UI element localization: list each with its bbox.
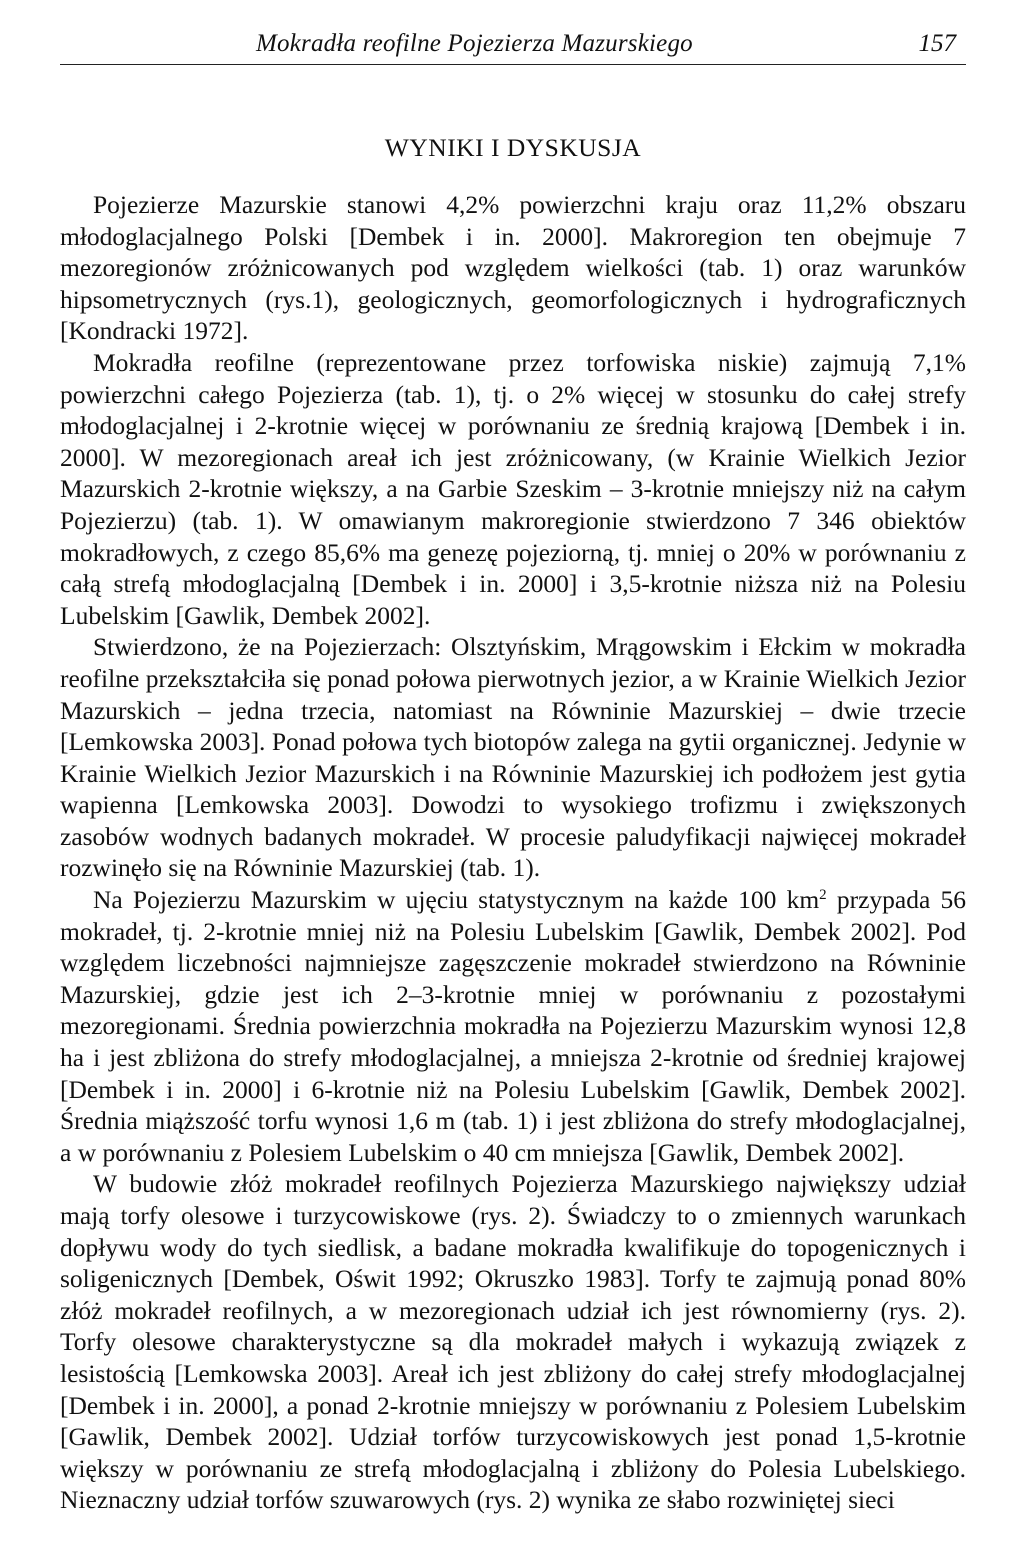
paragraph: Stwierdzono, że na Pojezierzach: Olsztyńskim, Mrągowskim i Ełckim w mokradła reofilne przekształciła się ponad połowa pierwotnych jezior, a w Krainie Wielkich Jezior Mazurskich – jedna trzecia, natomiast na Równinie Mazurskiej – dwie trzecie [Lemkowska 2003]. Ponad połowa tych biotopów zalega na gytii organicznej. Jedynie w Krainie Wielkich Jezior Mazurskich i na Równinie Mazurskiej ich podłożem jest gytia wapienna [Lemkowska 2003]. Dowodzi to wysokiego trofizmu i zwiększonych zasobów wodnych badanych mokradeł. W procesie paludyfikacji najwięcej mokradeł rozwinęło się na Równinie Mazurskiej (tab. 1). bbox=[60, 632, 966, 883]
body-text bbox=[60, 189, 966, 1516]
page-number: 157 bbox=[918, 30, 956, 57]
paragraph-text: przypada 56 mokradeł, tj. 2-krotnie mniej niż na Polesiu Lubelskim [Gawlik, Dembek 2002]. Pod względem liczebności najmniejsze zagęszczenie mokradeł stwierdzono na Równinie Mazurskiej, gdzie jest ich 2–3-krotnie mniej w porównaniu z pozostałymi mezoregionami. Średnia powierzchnia mokradła na Pojezierzu Mazurskim wynosi 12,8 ha i jest zbliżona do strefy młodoglacjalnej, a mniejsza 2-krotnie od średniej krajowej [Dembek i in. 2000] i 6-krotnie niż na Polesiu Lubelskim [Gawlik, Dembek 2002]. Średnia miąższość torfu wynosi 1,6 m (tab. 1) i jest zbliżona do strefy młodoglacjalnej, a w porównaniu z Polesiem Lubelskim o 40 cm mniejsza [Gawlik, Dembek 2002]. bbox=[60, 885, 966, 1167]
document-page bbox=[60, 28, 966, 1516]
paragraph: Pojezierze Mazurskie stanowi 4,2% powierzchni kraju oraz 11,2% obszaru młodoglacjalnego Polski [Dembek i in. 2000]. Makroregion ten obejmuje 7 mezoregionów zróżnicowanych pod względem wielkości (tab. 1) oraz warunków hipsometrycznych (rys.1), geologicznych, geomorfologicznych i hydrograficznych [Kondracki 1972]. bbox=[60, 190, 966, 346]
paragraph bbox=[60, 884, 966, 1168]
paragraph: W budowie złóż mokradeł reofilnych Pojezierza Mazurskiego największy udział mają torfy olesowe i turzycowiskowe (rys. 2). Świadczy to o zmiennych warunkach dopływu wody do tych siedlisk, a badane mokradła kwalifikuje do topogenicznych i soligenicznych [Dembek, Oświt 1992; Okruszko 1983]. Torfy te zajmują ponad 80% złóż mokradeł reofilnych, a w mezoregionach udział ich jest równomierny (rys. 2). Torfy olesowe charakterystyczne są dla mokradeł małych i wykazują związek z lesistością [Lemkowska 2003]. Areał ich jest zbliżony do całej strefy młodoglacjalnej [Dembek i in. 2000], a ponad 2-krotnie mniejszy w porównaniu z Polesiem Lubelskim [Gawlik, Dembek 2002]. Udział torfów turzycowiskowych jest ponad 1,5-krotnie większy w porównaniu ze strefą młodoglacjalną i zbliżony do Polesia Lubelskiego. Nieznaczny udział torfów szuwarowych (rys. 2) wynika ze słabo rozwiniętej sieci bbox=[60, 1169, 966, 1515]
running-title: Mokradła reofilne Pojezierza Mazurskiego bbox=[256, 30, 693, 57]
running-header bbox=[60, 28, 966, 65]
superscript: 2 bbox=[819, 887, 827, 904]
paragraph-text: Na Pojezierzu Mazurskim w ujęciu statystycznym na każde 100 km bbox=[93, 885, 820, 915]
section-heading: WYNIKI I DYSKUSJA bbox=[384, 133, 642, 162]
paragraph: Mokradła reofilne (reprezentowane przez torfowiska niskie) zajmują 7,1% powierzchni całego Pojezierza (tab. 1), tj. o 2% więcej w stosunku do całej strefy młodoglacjalnej i 2-krotnie więcej w porównaniu ze średnią krajową [Dembek i in. 2000]. W mezoregionach areał ich jest zróżnicowany, (w Krainie Wielkich Jezior Mazurskich 2-krotnie większy, a na Garbie Szeskim – 3-krotnie mniejszy niż na całym Pojezierzu) (tab. 1). W omawianym makroregionie stwierdzono 7 346 obiektów mokradłowych, z czego 85,6% ma genezę pojeziorną, tj. mniej o 20% w porównaniu z całą strefą młodoglacjalną [Dembek i in. 2000] i 3,5-krotnie niższa niż na Polesiu Lubelskim [Gawlik, Dembek 2002]. bbox=[60, 347, 966, 630]
